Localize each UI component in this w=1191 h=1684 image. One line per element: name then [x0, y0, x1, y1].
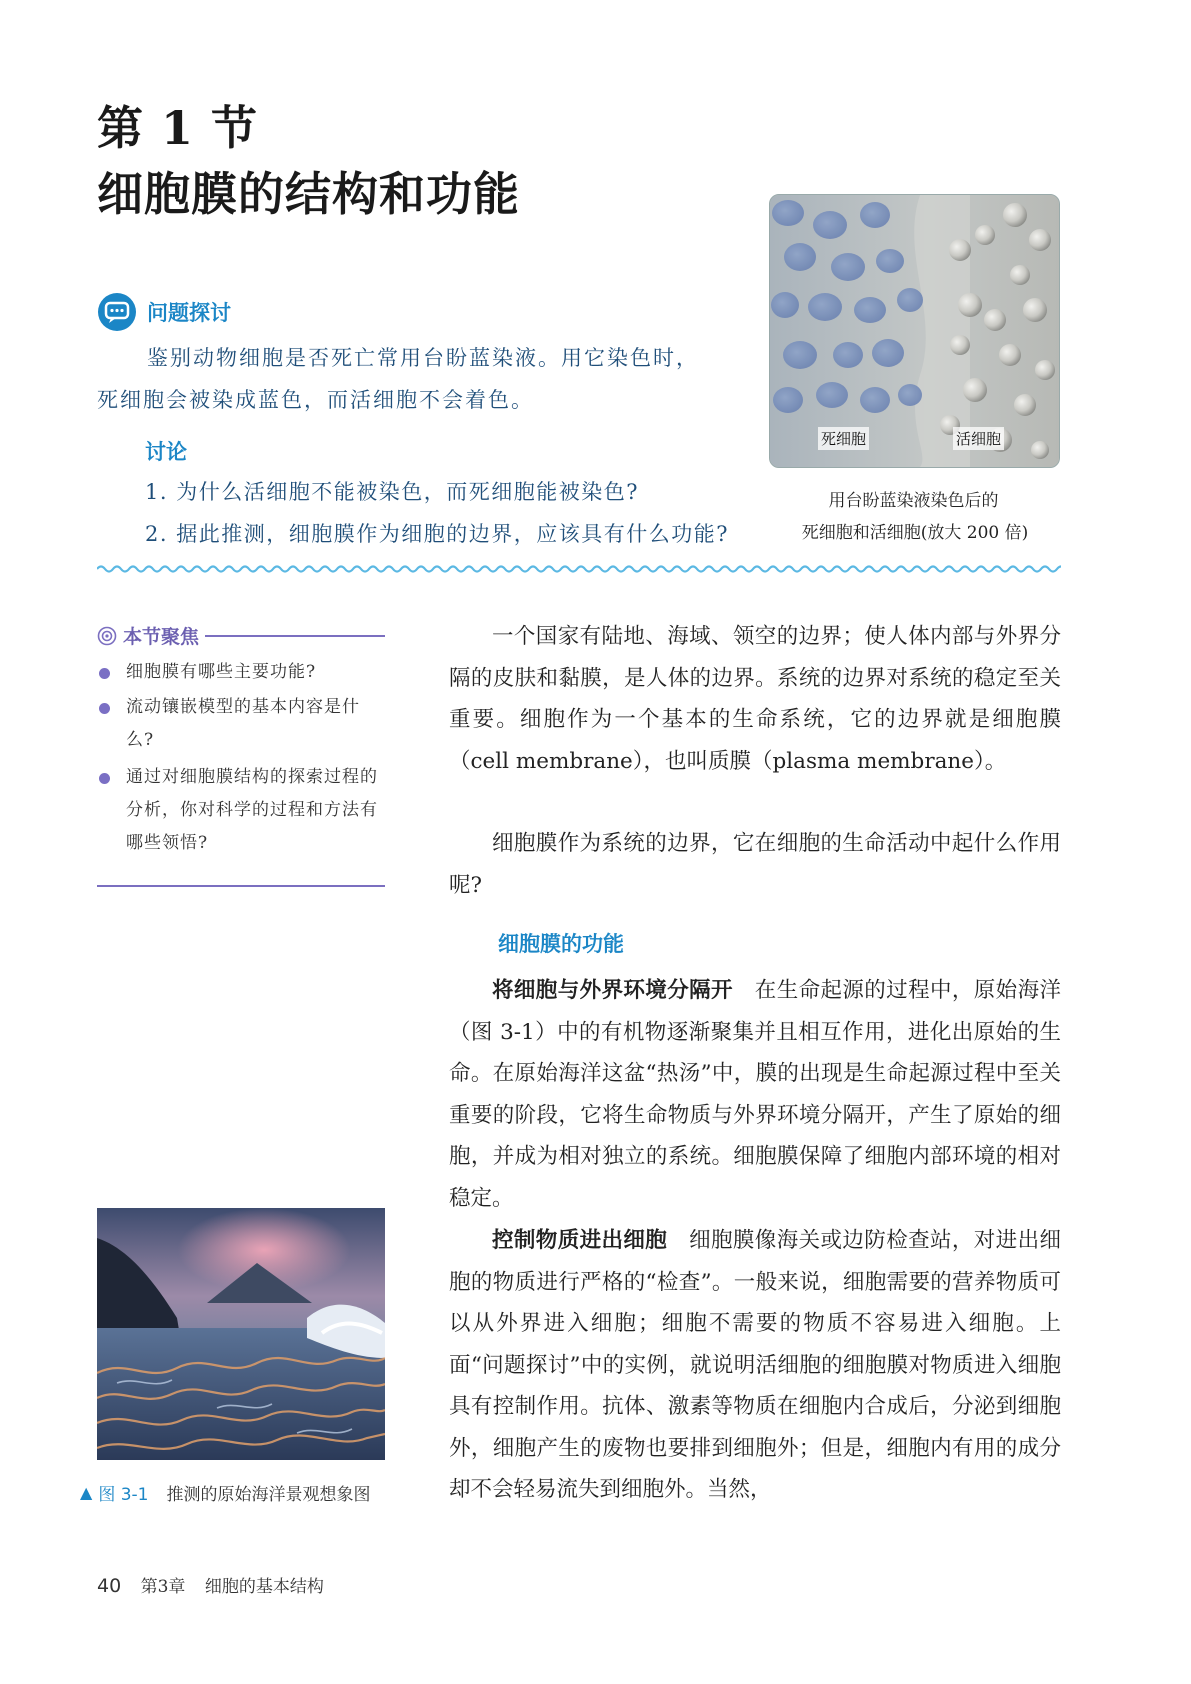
triangle-marker-icon: ▲: [80, 1483, 93, 1502]
discussion-question: 1. 为什么活细胞不能被染色，而死细胞能被染色?: [145, 480, 639, 504]
inquiry-header: [97, 292, 231, 332]
bullet-icon: [99, 703, 110, 714]
focus-bottom-rule: [97, 885, 385, 887]
inquiry-title: 问题探讨: [147, 301, 231, 325]
focus-item: 细胞膜有哪些主要功能?: [97, 656, 387, 689]
focus-title: 本节聚焦: [123, 626, 200, 648]
figure-caption-text: 推测的原始海洋景观想象图: [166, 1485, 371, 1505]
body-paragraph: [449, 970, 1061, 1219]
figure-number: 图 3-1: [98, 1485, 149, 1505]
focus-item: 通过对细胞膜结构的探索过程的分析，你对科学的过程和方法有哪些领悟?: [97, 761, 387, 860]
dead-cell-label: 死细胞: [818, 427, 869, 450]
paragraph-lead: 控制物质进出细胞: [492, 1228, 668, 1253]
micrograph-caption-line1: 用台盼蓝染液染色后的: [828, 491, 999, 511]
inquiry-text-line1: 鉴别动物细胞是否死亡常用台盼蓝染液。用它染色时，: [147, 346, 699, 370]
subsection-heading: 细胞膜的功能: [498, 932, 624, 956]
micrograph-caption-line2: 死细胞和活细胞(放大 200 倍): [801, 523, 1029, 543]
inquiry-text-line2: 死细胞会被染成蓝色，而活细胞不会着色。: [97, 388, 534, 412]
body-paragraph: 细胞膜作为系统的边界，它在细胞的生命活动中起什么作用呢?: [449, 831, 1061, 898]
discussion-label: 讨论: [145, 440, 187, 464]
speech-bubble-icon: [97, 292, 137, 332]
cell-micrograph: [769, 194, 1060, 468]
chapter-number: 第3章: [140, 1577, 186, 1597]
figure-caption: [80, 1480, 370, 1505]
live-cell-label: 活细胞: [953, 427, 1004, 450]
primitive-ocean-illustration: [97, 1208, 385, 1460]
body-paragraph: [449, 1220, 1061, 1511]
body-paragraph: 一个国家有陆地、海域、领空的边界；使人体内部与外界分隔的皮肤和黏膜，是人体的边界。系统的边界对系统的稳定至关重要。细胞作为一个基本的生命系统，它的边界就是细胞膜（cell membrane），也叫质膜（plasma membrane）。: [449, 624, 1061, 774]
focus-item: 流动镶嵌模型的基本内容是什么?: [97, 691, 387, 757]
focus-rule: [205, 635, 385, 637]
micrograph-image: [770, 195, 1059, 467]
page-title: 细胞膜的结构和功能: [97, 167, 520, 221]
bullet-icon: [99, 773, 110, 784]
bullet-icon: [99, 668, 110, 679]
page-footer: [97, 1572, 324, 1597]
paragraph-text: 细胞膜像海关或边防检查站，对进出细胞的物质进行严格的“检查”。一般来说，细胞需要的营养物质可以从外界进入细胞；细胞不需要的物质不容易进入细胞。上面“问题探讨”中的实例，就说明活细胞的细胞膜对物质进入细胞具有控制作用。抗体、激素等物质在细胞内合成后，分泌到细胞外，细胞产生的废物也要排到细胞外；但是，细胞内有用的成分却不会轻易流失到细胞外。当然，: [449, 1228, 1061, 1502]
ocean-painting: [97, 1208, 385, 1460]
paragraph-text: 在生命起源的过程中，原始海洋（图 3-1）中的有机物逐渐聚集并且相互作用，进化出原始的生命。在原始海洋这盆“热汤”中，膜的出现是生命起源过程中至关重要的阶段，它将生命物质与外界环境分隔开，产生了原始的细胞，并成为相对独立的系统。细胞膜保障了细胞内部环境的相对稳定。: [449, 978, 1061, 1211]
section-number: 第 1 节: [97, 101, 259, 155]
focus-header: [97, 622, 385, 649]
wavy-divider: [97, 563, 1061, 575]
page-number: 40: [97, 1575, 122, 1597]
chapter-title: 细胞的基本结构: [204, 1577, 324, 1597]
discussion-question: 2. 据此推测，细胞膜作为细胞的边界，应该具有什么功能?: [145, 522, 729, 546]
target-circle-icon: [97, 626, 117, 646]
paragraph-lead: 将细胞与外界环境分隔开: [492, 978, 733, 1003]
